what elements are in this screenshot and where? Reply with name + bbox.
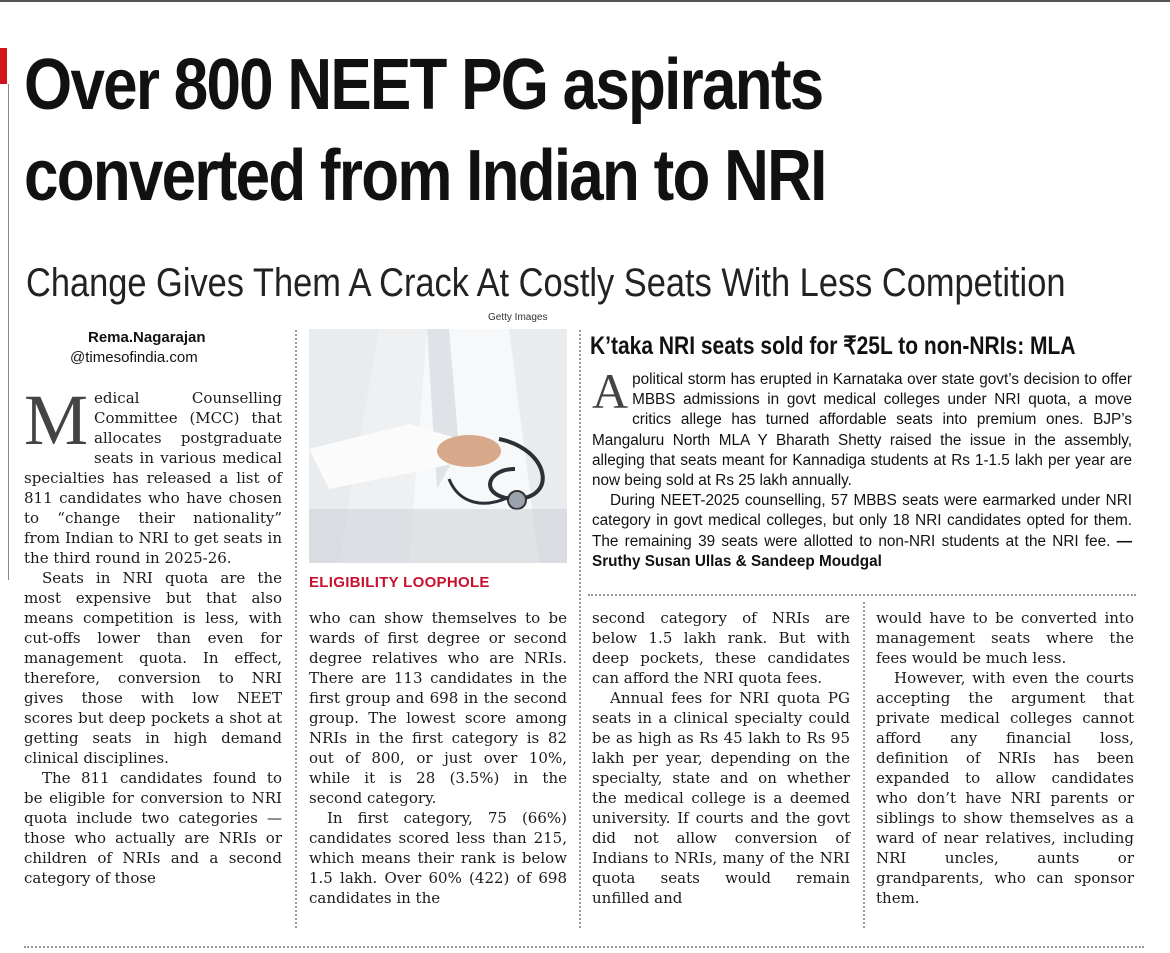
drop-cap: A — [592, 363, 629, 419]
article-paragraph: who can show themselves to be wards of first degree or second degree relatives who are NRIs. There are 113 candidates in the first group and 698 in the second group. The lowest score among NRIs in the first category is 82 out of 800, or just over 10%, while it is 28 (3.5%) in the second category. — [309, 609, 567, 807]
left-margin-rule — [8, 84, 9, 580]
article-paragraph: Seats in NRI quota are the most expensive but that also means competition is less, with cut-offs lower than even for management quota. In effect, therefore, conversion to NRI gives those with low NEET scores but deep pockets a shot at getting seats in high demand clinical disciplines. — [24, 569, 282, 767]
article-paragraph: Annual fees for NRI quota PG seats in a clinical specialty could be as high as Rs 45 lakh to Rs 95 lakh per year, depending on the specialty, state and on whether the medical college is a deemed university. If courts and the govt did not allow conversion of Indians to NRIs, many of the NRI quota seats would remain unfilled and — [592, 689, 850, 907]
article-column-3 — [592, 608, 850, 908]
headline-line-1: Over 800 NEET PG aspirants — [24, 45, 823, 125]
article-paragraph: would have to be converted into management seats where the fees would be much less. — [876, 609, 1134, 667]
author-name: Rema.Nagarajan — [88, 329, 206, 346]
headline-line-2: converted from Indian to NRI — [24, 136, 826, 216]
top-rule — [0, 0, 1170, 2]
sidebar-headline: K’taka NRI seats sold for ₹25L to non-NRIs: MLA — [590, 332, 1076, 360]
article-paragraph: In first category, 75 (66%) candidates scored less than 215, which means their rank is below 1.5 lakh. Over 60% (422) of 698 candidates in the — [309, 809, 567, 907]
article-column-4 — [876, 608, 1134, 908]
page-bottom-rule — [24, 946, 1144, 948]
doctor-stethoscope-photo — [309, 329, 567, 563]
sidebar-story — [592, 363, 1133, 572]
sidebar-paragraph: During NEET-2025 counselling, 57 MBBS seats were earmarked under NRI category in govt medical colleges, but only 18 NRI candidates opted for them. The remaining 39 seats were allotted to non-NRI students at the NRI fee. — Sruthy Susan Ullas & Sandeep Moudgal — [592, 492, 1133, 570]
drop-cap: M — [24, 380, 89, 460]
article-column-1 — [24, 380, 282, 888]
sidebar-bottom-rule — [588, 594, 1136, 596]
article-paragraph: However, with even the courts accepting the argument that private medical colleges cannot afford any financial loss, definition of NRIs has been expanded to allow candidates who don’t have NRI parents or siblings to show themselves as a ward of near relatives, including NRI uncles, aunts or grandparents, who can sponsor them. — [876, 669, 1134, 907]
byline — [70, 328, 206, 368]
red-section-marker — [0, 48, 7, 84]
article-paragraph: The 811 candidates found to be eligible for conversion to NRI quota include two categories — those who actually are NRIs or children of NRIs and a second category of those — [24, 769, 282, 887]
photo-caption-label: ELIGIBILITY LOOPHOLE — [309, 574, 490, 591]
article-column-2 — [309, 608, 567, 908]
column-rule — [579, 330, 581, 928]
author-handle: @timesofindia.com — [70, 349, 198, 366]
photo-credit: Getty Images — [488, 312, 548, 323]
sidebar-signature: — Sruthy Susan Ullas & Sandeep Moudgal — [592, 532, 1133, 570]
sidebar-paragraph: Apolitical storm has erupted in Karnataka over state govt’s decision to offer MBBS admissions in govt medical colleges under NRI quota, a move critics allege has turned affordable seats into premium ones. BJP’s Mangaluru North MLA Y Bharath Shetty raised the issue in the assembly, alleging that seats meant for Kannadiga students at Rs 1-1.5 lakh per year are now being sold at Rs 25 lakh annually. — [592, 363, 1132, 490]
subheadline: Change Gives Them A Crack At Costly Seats With Less Competition — [26, 261, 1066, 305]
article-paragraph: second category of NRIs are below 1.5 lakh rank. But with deep pockets, these candidates can afford the NRI quota fees. — [592, 609, 850, 687]
column-rule — [863, 602, 865, 928]
column-rule — [295, 330, 297, 928]
article-paragraph: Medical Counselling Committee (MCC) that allocates postgraduate seats in various medical specialties has released a list of 811 candidates who have chosen to “change their nationality” from Indian to NRI to get seats in the third round in 2025-26. — [24, 380, 282, 567]
doctor-illustration — [309, 329, 567, 563]
